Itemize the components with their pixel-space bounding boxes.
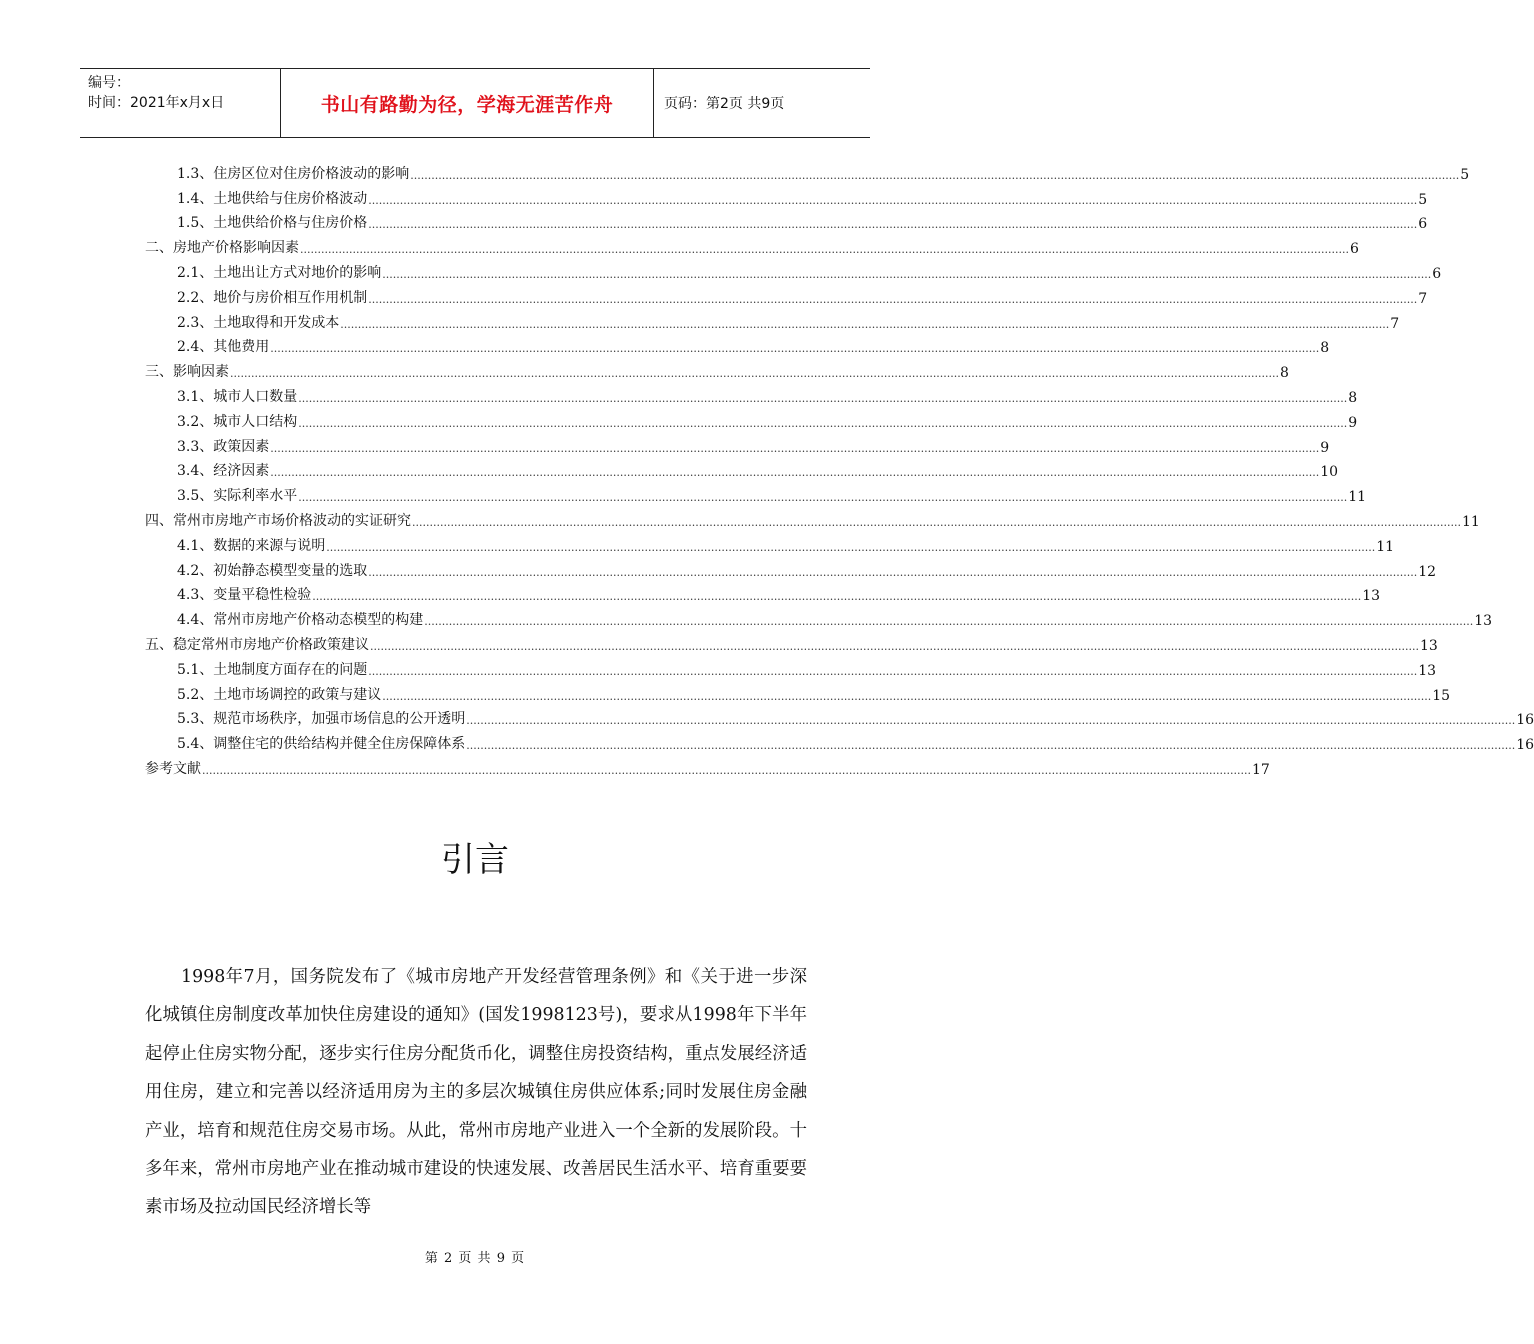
toc-dot-leader: ............................................................................................................................................................................................................................................................................................................	[202, 763, 1251, 777]
toc-entry-page: 13	[1418, 662, 1437, 679]
toc-entry-title: 3.4、经济因素	[177, 463, 270, 480]
toc-dot-leader: ............................................................................................................................................................................................................................................................................................................	[298, 391, 1348, 405]
header-motto-cell	[280, 69, 654, 137]
toc-entry-title: 二、房地产价格影响因素	[145, 240, 299, 257]
toc-dot-leader: ............................................................................................................................................................................................................................................................................................................	[340, 317, 1390, 331]
toc-dot-leader: ............................................................................................................................................................................................................................................................................................................	[368, 565, 1418, 579]
toc-entry[interactable]	[145, 332, 1330, 357]
toc-entry-page: 13	[1362, 588, 1381, 605]
toc-entry[interactable]	[145, 431, 1330, 456]
page-footer: 第 2 页 共 9 页	[424, 1251, 526, 1266]
toc-dot-leader: ............................................................................................................................................................................................................................................................................................................	[382, 689, 1432, 703]
toc-entry-page: 8	[1279, 365, 1289, 382]
toc-entry-title: 5.3、规范市场秩序，加强市场信息的公开透明	[177, 711, 466, 728]
toc-entry-title: 4.4、常州市房地产价格动态模型的构建	[177, 612, 424, 629]
toc-entry-page: 6	[1349, 241, 1359, 258]
toc-entry-title: 5.1、土地制度方面存在的问题	[177, 661, 368, 678]
toc-entry-page: 6	[1418, 216, 1428, 233]
toc-dot-leader: ............................................................................................................................................................................................................................................................................................................	[298, 416, 1348, 430]
toc-dot-leader: ............................................................................................................................................................................................................................................................................................................	[270, 466, 1320, 480]
toc-entry-page: 9	[1348, 414, 1358, 431]
toc-entry[interactable]	[145, 282, 1428, 307]
toc-entry[interactable]	[145, 753, 1270, 778]
toc-dot-leader: ............................................................................................................................................................................................................................................................................................................	[368, 664, 1418, 678]
header-page-code-cell	[654, 69, 870, 137]
toc-entry[interactable]	[145, 406, 1358, 431]
toc-dot-leader: ............................................................................................................................................................................................................................................................................................................	[326, 540, 1376, 554]
toc-entry-page: 7	[1418, 290, 1428, 307]
toc-dot-leader: ............................................................................................................................................................................................................................................................................................................	[270, 441, 1320, 455]
toc-dot-leader: ............................................................................................................................................................................................................................................................................................................	[466, 739, 1516, 753]
toc-entry-page: 11	[1461, 513, 1480, 530]
toc-dot-leader: ............................................................................................................................................................................................................................................................................................................	[368, 218, 1418, 232]
document-time-label: 时间：2021年x月x日	[88, 95, 225, 111]
toc-dot-leader: ............................................................................................................................................................................................................................................................................................................	[370, 639, 1419, 653]
toc-dot-leader: ............................................................................................................................................................................................................................................................................................................	[424, 615, 1474, 629]
toc-entry-title: 5.2、土地市场调控的政策与建议	[177, 686, 382, 703]
toc-entry-page: 7	[1390, 315, 1400, 332]
toc-entry-title: 5.4、调整住宅的供给结构并健全住房保障体系	[177, 736, 466, 753]
toc-entry-page: 5	[1460, 166, 1470, 183]
toc-dot-leader: ............................................................................................................................................................................................................................................................................................................	[368, 292, 1418, 306]
toc-entry-title: 五、稳定常州市房地产价格政策建议	[145, 636, 369, 653]
toc-entry-title: 参考文献	[145, 760, 201, 777]
toc-entry[interactable]	[145, 629, 1438, 654]
toc-entry-page: 8	[1320, 340, 1330, 357]
toc-dot-leader: ............................................................................................................................................................................................................................................................................................................	[412, 515, 1461, 529]
header-meta	[80, 69, 280, 137]
toc-entry[interactable]	[145, 232, 1359, 258]
page-header	[80, 68, 870, 138]
toc-entry-title: 4.3、变量平稳性检验	[177, 587, 312, 604]
toc-entry-title: 3.5、实际利率水平	[177, 488, 298, 505]
toc-entry-title: 四、常州市房地产市场价格波动的实证研究	[145, 512, 411, 529]
toc-entry[interactable]	[145, 530, 1395, 555]
header-motto: 书山有路勤为径，学海无涯苦作舟	[320, 93, 614, 116]
body-text	[145, 958, 807, 1227]
toc-entry[interactable]	[145, 158, 1470, 183]
toc-entry-page: 11	[1348, 489, 1367, 506]
toc-entry-page: 13	[1474, 613, 1493, 630]
toc-entry-page: 13	[1419, 637, 1438, 654]
toc-entry-title: 1.4、土地供给与住房价格波动	[177, 190, 368, 207]
toc-dot-leader: ............................................................................................................................................................................................................................................................................................................	[410, 168, 1460, 182]
toc-entry-title: 2.4、其他费用	[177, 339, 270, 356]
body-paragraph: 1998年7月，国务院发布了《城市房地产开发经营管理条例》和《关于进一步深化城镇住房制度改革加快住房建设的通知》(国发1998123号)，要求从1998年下半年起停止住房实物分配，逐步实行住房分配货币化，调整住房投资结构，重点发展经济适用住房，建立和完善以经济适用房为主的多层次城镇住房供应体系;同时发展住房金融产业，培育和规范住房交易市场。从此，常州市房地产业进入一个全新的发展阶段。十多年来，常州市房地产业在推动城市建设的快速发展、改善居民生活水平、培育重要要素市场及拉动国民经济增长等	[145, 967, 807, 1218]
toc-dot-leader: ............................................................................................................................................................................................................................................................................................................	[300, 243, 1349, 257]
toc-entry-page: 11	[1376, 538, 1395, 555]
header-page-code: 页码：第2页 共9页	[664, 96, 785, 112]
toc-dot-leader: ............................................................................................................................................................................................................................................................................................................	[230, 367, 1279, 381]
toc-entry-page: 6	[1432, 265, 1442, 282]
toc-entry-page: 16	[1516, 737, 1534, 754]
toc-entry[interactable]	[145, 208, 1428, 233]
toc-dot-leader: ............................................................................................................................................................................................................................................................................................................	[270, 342, 1320, 356]
toc-entry[interactable]	[145, 704, 1534, 729]
toc-dot-leader: ............................................................................................................................................................................................................................................................................................................	[298, 491, 1348, 505]
toc-entry-title: 3.3、政策因素	[177, 438, 270, 455]
section-title: 引言	[441, 840, 509, 880]
toc-dot-leader: ............................................................................................................................................................................................................................................................................................................	[312, 590, 1362, 604]
toc-entry-page: 17	[1251, 761, 1270, 778]
toc-entry-title: 3.1、城市人口数量	[177, 388, 298, 405]
toc-entry-page: 15	[1432, 687, 1451, 704]
toc-entry[interactable]	[145, 580, 1381, 605]
toc-entry-title: 4.1、数据的来源与说明	[177, 537, 326, 554]
toc-entry[interactable]	[145, 604, 1493, 630]
toc-entry-page: 8	[1348, 389, 1358, 406]
toc-entry[interactable]	[145, 356, 1289, 382]
toc-entry-page: 9	[1320, 439, 1330, 456]
document-number-label: 编号：	[88, 75, 130, 91]
toc-entry[interactable]	[145, 381, 1358, 406]
toc-entry-title: 2.2、地价与房价相互作用机制	[177, 289, 368, 306]
toc-entry-title: 1.5、土地供给价格与住房价格	[177, 215, 368, 232]
toc-entry-title: 3.2、城市人口结构	[177, 413, 298, 430]
toc-dot-leader: ............................................................................................................................................................................................................................................................................................................	[368, 193, 1418, 207]
toc-entry[interactable]	[145, 654, 1437, 679]
toc-entry-page: 5	[1418, 191, 1428, 208]
toc-entry[interactable]	[145, 480, 1367, 506]
toc-entry[interactable]	[145, 456, 1339, 481]
toc-dot-leader: ............................................................................................................................................................................................................................................................................................................	[382, 267, 1432, 281]
toc-entry-page: 10	[1320, 464, 1339, 481]
toc-entry-title: 2.1、土地出让方式对地价的影响	[177, 264, 382, 281]
toc-entry-page: 16	[1516, 712, 1534, 729]
toc-entry[interactable]	[145, 555, 1437, 580]
toc-entry-title: 三、影响因素	[145, 364, 229, 381]
toc-dot-leader: ............................................................................................................................................................................................................................................................................................................	[466, 714, 1516, 728]
toc-entry-title: 4.2、初始静态模型变量的选取	[177, 562, 368, 579]
table-of-contents	[145, 158, 1534, 778]
toc-entry[interactable]	[145, 728, 1534, 754]
toc-entry[interactable]	[145, 679, 1451, 704]
toc-entry[interactable]	[145, 257, 1442, 282]
toc-entry[interactable]	[145, 307, 1400, 332]
toc-entry-title: 1.3、住房区位对住房价格波动的影响	[177, 165, 410, 182]
toc-entry-page: 12	[1418, 563, 1437, 580]
toc-entry[interactable]	[145, 183, 1428, 208]
toc-entry[interactable]	[145, 505, 1480, 530]
toc-entry-title: 2.3、土地取得和开发成本	[177, 314, 340, 331]
